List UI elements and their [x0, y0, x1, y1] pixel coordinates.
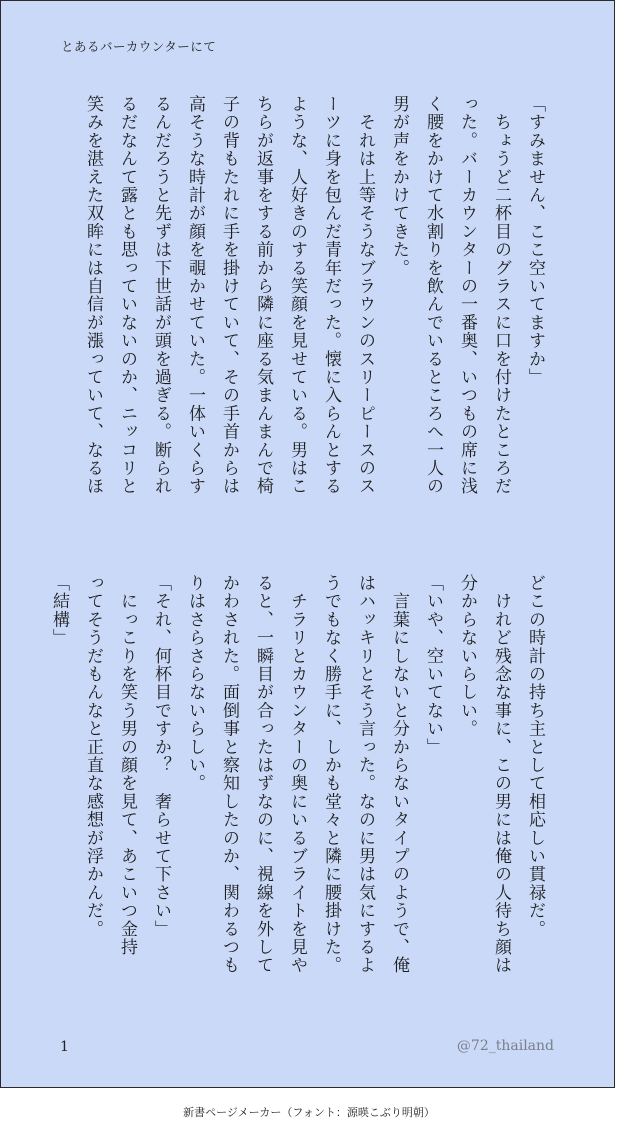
text-line: 高そうな時計が顔を覗かせていた。一体いくらす — [185, 95, 205, 496]
text-line: 「いや、空いてない」 — [423, 574, 443, 756]
text-line: けれど残念な事に、この男には俺の人待ち顔は — [491, 574, 511, 975]
running-title: とあるバーカウンターにて — [61, 39, 217, 54]
text-line: はハッキリとそう言った。なのに男は気にするよ — [355, 574, 375, 975]
text-line: チラリとカウンターの奥にいるブライトを見や — [287, 574, 307, 975]
text-line: にっこりを笑う男の顔を見て、あこいつ金持 — [117, 574, 137, 957]
text-line: ちょうど二杯目のグラスに口を付けたところだ — [491, 95, 511, 496]
page-number: 1 — [60, 1039, 69, 1055]
text-line: 「それ、何杯目ですか？ 奢らせて下さい」 — [151, 574, 171, 938]
text-line: ちらが返事をする前から隣に座る気まんまんで椅 — [253, 95, 273, 496]
text-line: った。バーカウンターの一番奥、いつもの席に浅 — [457, 95, 477, 496]
text-line: 分からないらしい。 — [457, 574, 477, 738]
text-line: く腰をかけて水割りを飲んでいるところへ一人の — [423, 95, 443, 496]
text-line: ーツに身を包んだ青年だった。懐に入らんとする — [321, 95, 341, 496]
text-line: うでもなく勝手に、しかも堂々と隣に腰掛けた。 — [321, 574, 341, 975]
author-credit: @72_thailand — [456, 1038, 554, 1054]
text-line: 「すみません、ここ空いてますか」 — [525, 95, 545, 387]
text-line: ってそうだもんなと正直な感想が浮かんだ。 — [83, 574, 103, 938]
generator-note: 新書ページメーカー（フォント：源暎こぶり明朝） — [183, 1106, 435, 1119]
text-column-top — [52, 95, 552, 523]
text-line: どこの時計の持ち主として相応しい貫禄だ。 — [525, 574, 545, 938]
text-line: 笑みを湛えた双眸には自信が漲っていて、なるほ — [83, 95, 103, 496]
text-column-bottom — [49, 574, 552, 1002]
text-line: りはさらさらないらしい。 — [185, 574, 205, 793]
text-line: ような、人好きのする笑顔を見せている。男はこ — [287, 95, 307, 496]
text-line: 男が声をかけてきた。 — [389, 95, 409, 277]
text-line: るだなんて露とも思っていないのか、ニッコリと — [117, 95, 137, 496]
text-line: るんだろうと先ずは下世話が頭を過ぎる。断られ — [151, 95, 171, 496]
text-line: 「結構」 — [49, 574, 69, 647]
text-line: かわされた。面倒事と察知したのか、関わるつも — [219, 574, 239, 975]
text-line: ると、一瞬目が合ったはずなのに、視線を外して — [253, 574, 273, 975]
text-line: それは上等そうなブラウンのスリーピースのス — [355, 95, 375, 496]
text-line: 子の背もたれに手を掛けていて、その手首からは — [219, 95, 239, 496]
text-line: 言葉にしないと分からないタイプのようで、俺 — [389, 574, 409, 975]
